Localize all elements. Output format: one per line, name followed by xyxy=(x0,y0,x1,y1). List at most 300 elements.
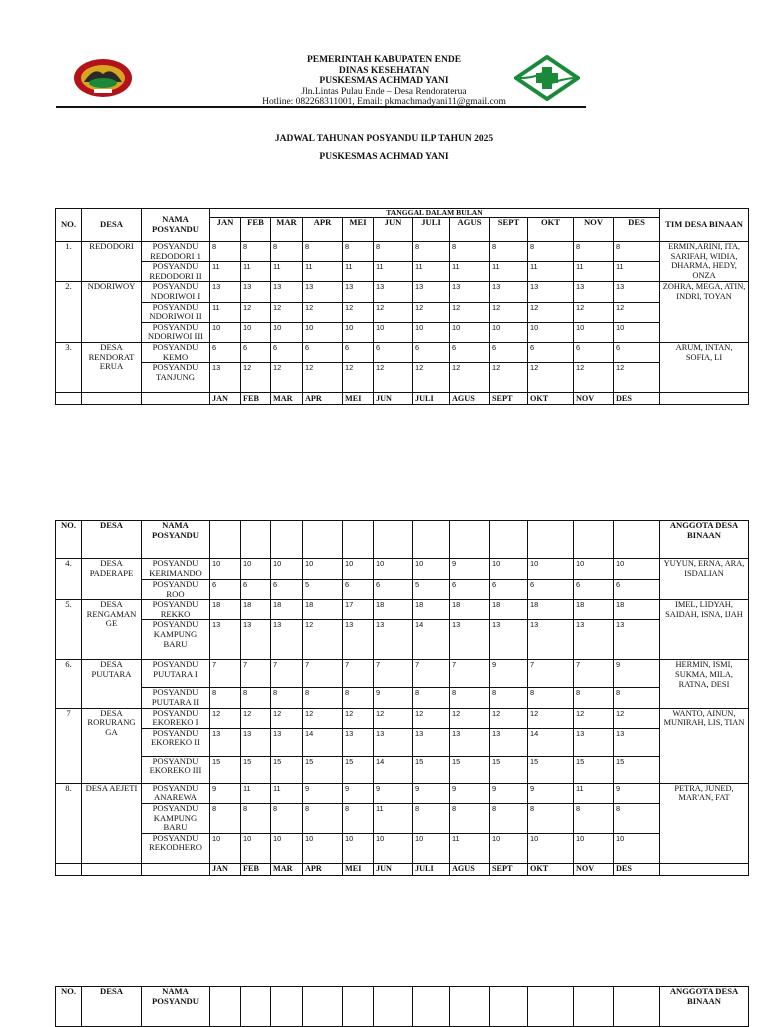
schedule-table-1 xyxy=(55,208,749,405)
row-number: 2. xyxy=(56,282,82,343)
schedule-date-cell: 13 xyxy=(210,620,241,660)
schedule-date-cell: 6 xyxy=(574,580,614,600)
schedule-date-cell: 11 xyxy=(614,262,660,282)
page-title: JADWAL TAHUNAN POSYANDU ILP TAHUN 2025 xyxy=(274,134,494,144)
schedule-date-cell: 6 xyxy=(490,580,528,600)
schedule-date-cell: 6 xyxy=(210,342,241,362)
schedule-date-cell: 12 xyxy=(413,708,450,728)
schedule-date-cell: 12 xyxy=(614,708,660,728)
clinic-line: PUSKESMAS ACHMAD YANI xyxy=(319,76,449,87)
schedule-date-cell: 15 xyxy=(271,756,303,783)
schedule-date-cell: 8 xyxy=(343,242,374,262)
schedule-table-2 xyxy=(55,520,749,876)
schedule-date-cell: 13 xyxy=(271,620,303,660)
schedule-date-cell: 13 xyxy=(271,728,303,756)
schedule-date-cell: 9 xyxy=(614,660,660,688)
posyandu-name: POSYANDU NDORIWOI II xyxy=(142,302,210,322)
schedule-date-cell: 8 xyxy=(528,688,574,708)
row-number: 4. xyxy=(56,559,82,600)
table-row xyxy=(56,783,749,803)
schedule-date-cell: 9 xyxy=(413,783,450,803)
table-row xyxy=(56,242,749,262)
schedule-date-cell: 12 xyxy=(528,708,574,728)
schedule-date-cell: 12 xyxy=(271,363,303,393)
schedule-date-cell: 18 xyxy=(210,600,241,620)
team-members: ZOHRA, MEGA, ATIN, INDRI, TOYAN xyxy=(660,282,749,343)
village-name: NDORIWOY xyxy=(82,282,142,343)
footer-month-label: MEI xyxy=(343,393,374,405)
schedule-date-cell: 11 xyxy=(374,262,413,282)
footer-month-label: JULI xyxy=(413,863,450,875)
schedule-date-cell: 7 xyxy=(303,660,343,688)
row-number: 7 xyxy=(56,708,82,783)
schedule-date-cell: 14 xyxy=(413,620,450,660)
village-name: DESA PADERAPE xyxy=(82,559,142,600)
posyandu-name: POSYANDU EKOREKO I xyxy=(142,708,210,728)
schedule-date-cell: 10 xyxy=(490,322,528,342)
schedule-date-cell: 11 xyxy=(303,262,343,282)
schedule-date-cell: 8 xyxy=(271,242,303,262)
month-header: MEI xyxy=(343,218,374,242)
schedule-date-cell: 12 xyxy=(271,302,303,322)
col-tim-desa-binaan: TIM DESA BINAAN xyxy=(660,209,749,242)
schedule-date-cell: 13 xyxy=(574,728,614,756)
schedule-date-cell: 11 xyxy=(574,783,614,803)
schedule-date-cell: 12 xyxy=(574,363,614,393)
schedule-date-cell: 18 xyxy=(450,600,490,620)
footer-month-label: OKT xyxy=(528,863,574,875)
posyandu-name: POSYANDU ROO xyxy=(142,580,210,600)
table-row xyxy=(56,559,749,580)
schedule-date-cell: 15 xyxy=(303,756,343,783)
schedule-date-cell: 10 xyxy=(528,559,574,580)
schedule-date-cell: 6 xyxy=(241,342,271,362)
schedule-date-cell: 13 xyxy=(271,282,303,302)
month-header: JAN xyxy=(210,218,241,242)
footer-month-label: MAR xyxy=(271,863,303,875)
schedule-date-cell: 8 xyxy=(343,688,374,708)
schedule-date-cell: 18 xyxy=(614,600,660,620)
team-members: PETRA, JUNED, MAR'AN, FAT xyxy=(660,783,749,863)
footer-month-label: AGUS xyxy=(450,393,490,405)
schedule-date-cell: 12 xyxy=(303,302,343,322)
month-header: FEB xyxy=(241,218,271,242)
schedule-date-cell: 13 xyxy=(210,282,241,302)
posyandu-name: POSYANDU EKOREKO III xyxy=(142,756,210,783)
row-number: 3. xyxy=(56,342,82,392)
footer-month-label: FEB xyxy=(241,863,271,875)
posyandu-name: POSYANDU REKKO xyxy=(142,600,210,620)
col-no: NO. xyxy=(56,521,82,559)
col-no: NO. xyxy=(56,987,82,1027)
schedule-date-cell: 13 xyxy=(450,728,490,756)
table-row xyxy=(56,708,749,728)
schedule-date-cell: 11 xyxy=(210,262,241,282)
village-name: DESA RORURANG GA xyxy=(82,708,142,783)
table-row xyxy=(56,803,749,833)
month-header: APR xyxy=(303,218,343,242)
schedule-date-cell: 12 xyxy=(490,708,528,728)
schedule-date-cell: 15 xyxy=(210,756,241,783)
schedule-date-cell: 12 xyxy=(343,363,374,393)
schedule-date-cell: 9 xyxy=(614,783,660,803)
col-anggota-desa-binaan: ANGGOTA DESA BINAAN xyxy=(660,521,749,559)
schedule-date-cell: 10 xyxy=(574,833,614,863)
village-name: REDODORI xyxy=(82,242,142,282)
schedule-date-cell: 12 xyxy=(490,302,528,322)
posyandu-name: POSYANDU REDODORI 1 xyxy=(142,242,210,262)
schedule-date-cell: 8 xyxy=(413,688,450,708)
schedule-date-cell: 10 xyxy=(303,833,343,863)
village-name: DESA RENDORAT ERUA xyxy=(82,342,142,392)
schedule-date-cell: 8 xyxy=(490,242,528,262)
schedule-date-cell: 10 xyxy=(241,833,271,863)
month-header: AGUS xyxy=(450,218,490,242)
schedule-date-cell: 8 xyxy=(614,803,660,833)
posyandu-name: POSYANDU PUUTARA II xyxy=(142,688,210,708)
schedule-date-cell: 10 xyxy=(614,833,660,863)
schedule-date-cell: 12 xyxy=(614,302,660,322)
schedule-date-cell: 10 xyxy=(343,322,374,342)
schedule-date-cell: 13 xyxy=(528,620,574,660)
schedule-date-cell: 10 xyxy=(210,559,241,580)
table-row xyxy=(56,833,749,863)
schedule-date-cell: 8 xyxy=(528,242,574,262)
schedule-date-cell: 11 xyxy=(413,262,450,282)
schedule-date-cell: 6 xyxy=(413,342,450,362)
table-row xyxy=(56,580,749,600)
schedule-date-cell: 15 xyxy=(241,756,271,783)
schedule-date-cell: 10 xyxy=(374,559,413,580)
footer-month-label: APR xyxy=(303,863,343,875)
footer-month-label: JUN xyxy=(374,393,413,405)
footer-month-label: JAN xyxy=(210,393,241,405)
schedule-date-cell: 13 xyxy=(614,282,660,302)
col-nama-posyandu: NAMA POSYANDU xyxy=(142,521,210,559)
schedule-date-cell: 9 xyxy=(343,783,374,803)
schedule-date-cell: 10 xyxy=(374,322,413,342)
schedule-date-cell: 8 xyxy=(614,242,660,262)
month-header: NOV xyxy=(574,218,614,242)
schedule-date-cell: 6 xyxy=(241,580,271,600)
posyandu-name: POSYANDU ANAREWA xyxy=(142,783,210,803)
table-row xyxy=(56,688,749,708)
schedule-date-cell: 12 xyxy=(374,363,413,393)
schedule-date-cell: 6 xyxy=(303,342,343,362)
schedule-date-cell: 10 xyxy=(271,833,303,863)
schedule-date-cell: 8 xyxy=(343,803,374,833)
schedule-date-cell: 13 xyxy=(614,728,660,756)
schedule-date-cell: 11 xyxy=(490,262,528,282)
schedule-date-cell: 8 xyxy=(413,803,450,833)
schedule-date-cell: 15 xyxy=(574,756,614,783)
schedule-date-cell: 8 xyxy=(450,688,490,708)
schedule-date-cell: 6 xyxy=(450,580,490,600)
schedule-date-cell: 7 xyxy=(574,660,614,688)
schedule-date-cell: 11 xyxy=(271,262,303,282)
schedule-date-cell: 12 xyxy=(413,302,450,322)
schedule-date-cell: 11 xyxy=(450,833,490,863)
schedule-date-cell: 7 xyxy=(450,660,490,688)
footer-month-label: APR xyxy=(303,393,343,405)
footer-month-label: DES xyxy=(614,393,660,405)
schedule-date-cell: 8 xyxy=(241,803,271,833)
schedule-date-cell: 8 xyxy=(574,803,614,833)
table-row xyxy=(56,322,749,342)
schedule-date-cell: 13 xyxy=(241,728,271,756)
footer-month-label: JAN xyxy=(210,863,241,875)
schedule-date-cell: 9 xyxy=(210,783,241,803)
schedule-date-cell: 8 xyxy=(271,803,303,833)
schedule-date-cell: 10 xyxy=(450,322,490,342)
schedule-date-cell: 11 xyxy=(241,783,271,803)
schedule-date-cell: 10 xyxy=(241,322,271,342)
schedule-date-cell: 13 xyxy=(574,620,614,660)
schedule-date-cell: 13 xyxy=(210,728,241,756)
posyandu-name: POSYANDU REKODHERO xyxy=(142,833,210,863)
schedule-date-cell: 13 xyxy=(374,282,413,302)
schedule-date-cell: 12 xyxy=(343,708,374,728)
footer-month-label: DES xyxy=(614,863,660,875)
schedule-date-cell: 15 xyxy=(450,756,490,783)
schedule-date-cell: 17 xyxy=(343,600,374,620)
schedule-date-cell: 12 xyxy=(450,708,490,728)
schedule-date-cell: 13 xyxy=(614,620,660,660)
schedule-date-cell: 12 xyxy=(450,302,490,322)
schedule-date-cell: 9 xyxy=(450,559,490,580)
footer-month-label: MAR xyxy=(271,393,303,405)
ende-regency-logo xyxy=(72,56,134,100)
table-row xyxy=(56,363,749,393)
schedule-date-cell: 8 xyxy=(490,803,528,833)
schedule-date-cell: 12 xyxy=(574,708,614,728)
col-nama-posyandu: NAMA POSYANDU xyxy=(142,209,210,242)
schedule-date-cell: 11 xyxy=(271,783,303,803)
row-number: 8. xyxy=(56,783,82,863)
schedule-date-cell: 11 xyxy=(210,302,241,322)
schedule-date-cell: 6 xyxy=(271,580,303,600)
schedule-date-cell: 12 xyxy=(528,363,574,393)
schedule-date-cell: 8 xyxy=(450,803,490,833)
schedule-date-cell: 12 xyxy=(210,708,241,728)
schedule-date-cell: 13 xyxy=(450,282,490,302)
col-desa: DESA xyxy=(82,209,142,242)
schedule-date-cell: 7 xyxy=(374,660,413,688)
table-row xyxy=(56,262,749,282)
footer-month-label: AGUS xyxy=(450,863,490,875)
schedule-date-cell: 10 xyxy=(574,322,614,342)
footer-month-label: FEB xyxy=(241,393,271,405)
row-number: 1. xyxy=(56,242,82,282)
table-row xyxy=(56,342,749,362)
schedule-date-cell: 11 xyxy=(528,262,574,282)
schedule-date-cell: 13 xyxy=(450,620,490,660)
schedule-date-cell: 10 xyxy=(303,559,343,580)
month-header: JULI xyxy=(413,218,450,242)
team-members: ERMIN,ARINI, ITA, SARIFAH, WIDIA, DHARMA, HEDY, ONZA xyxy=(660,242,749,282)
schedule-date-cell: 10 xyxy=(210,833,241,863)
schedule-date-cell: 8 xyxy=(413,242,450,262)
schedule-date-cell: 12 xyxy=(574,302,614,322)
col-desa: DESA xyxy=(82,987,142,1027)
month-header: JUN xyxy=(374,218,413,242)
col-anggota-desa-binaan: ANGGOTA DESA BINAAN xyxy=(660,987,749,1027)
schedule-date-cell: 13 xyxy=(490,620,528,660)
schedule-date-cell: 13 xyxy=(303,282,343,302)
schedule-date-cell: 13 xyxy=(374,620,413,660)
row-number: 6. xyxy=(56,660,82,708)
schedule-date-cell: 10 xyxy=(528,833,574,863)
schedule-date-cell: 5 xyxy=(413,580,450,600)
col-desa: DESA xyxy=(82,521,142,559)
schedule-date-cell: 10 xyxy=(303,322,343,342)
dept-line: DINAS KESEHATAN xyxy=(338,65,430,76)
schedule-date-cell: 9 xyxy=(374,688,413,708)
schedule-date-cell: 15 xyxy=(343,756,374,783)
schedule-date-cell: 6 xyxy=(528,342,574,362)
schedule-date-cell: 12 xyxy=(450,363,490,393)
footer-month-label: OKT xyxy=(528,393,574,405)
schedule-date-cell: 13 xyxy=(413,728,450,756)
village-name: DESA PUUTARA xyxy=(82,660,142,708)
schedule-date-cell: 10 xyxy=(343,559,374,580)
schedule-date-cell: 10 xyxy=(271,559,303,580)
schedule-date-cell: 10 xyxy=(614,322,660,342)
schedule-date-cell: 7 xyxy=(343,660,374,688)
schedule-date-cell: 9 xyxy=(528,783,574,803)
schedule-date-cell: 6 xyxy=(343,342,374,362)
schedule-date-cell: 8 xyxy=(574,688,614,708)
schedule-date-cell: 9 xyxy=(374,783,413,803)
schedule-date-cell: 6 xyxy=(271,342,303,362)
schedule-date-cell: 13 xyxy=(413,282,450,302)
schedule-date-cell: 15 xyxy=(490,756,528,783)
schedule-date-cell: 7 xyxy=(210,660,241,688)
schedule-date-cell: 12 xyxy=(374,302,413,322)
schedule-date-cell: 18 xyxy=(574,600,614,620)
team-members: WANTO, AINUN, MUNIRAH, LIS, TIAN xyxy=(660,708,749,783)
posyandu-name: POSYANDU KEMO xyxy=(142,342,210,362)
gov-line: PEMERINTAH KABUPATEN ENDE xyxy=(306,55,462,65)
month-header: SEPT xyxy=(490,218,528,242)
schedule-date-cell: 11 xyxy=(450,262,490,282)
schedule-date-cell: 10 xyxy=(574,559,614,580)
schedule-date-cell: 8 xyxy=(241,242,271,262)
schedule-date-cell: 11 xyxy=(574,262,614,282)
col-nama-posyandu: NAMA POSYANDU xyxy=(142,987,210,1027)
team-members: ARUM, INTAN, SOFIA, LI xyxy=(660,342,749,392)
schedule-date-cell: 8 xyxy=(303,242,343,262)
schedule-date-cell: 13 xyxy=(343,620,374,660)
schedule-date-cell: 13 xyxy=(343,728,374,756)
schedule-date-cell: 6 xyxy=(528,580,574,600)
schedule-date-cell: 10 xyxy=(374,833,413,863)
schedule-date-cell: 18 xyxy=(303,600,343,620)
posyandu-name: POSYANDU NDORIWOI I xyxy=(142,282,210,302)
schedule-date-cell: 6 xyxy=(374,342,413,362)
schedule-date-cell: 8 xyxy=(210,242,241,262)
posyandu-name: POSYANDU TANJUNG xyxy=(142,363,210,393)
schedule-date-cell: 11 xyxy=(343,262,374,282)
table-row xyxy=(56,660,749,688)
table-row xyxy=(56,620,749,660)
schedule-date-cell: 13 xyxy=(490,728,528,756)
footer-month-label: NOV xyxy=(574,863,614,875)
schedule-date-cell: 10 xyxy=(413,322,450,342)
schedule-date-cell: 12 xyxy=(241,363,271,393)
posyandu-name: POSYANDU PUUTARA I xyxy=(142,660,210,688)
schedule-date-cell: 18 xyxy=(490,600,528,620)
schedule-date-cell: 11 xyxy=(374,803,413,833)
schedule-date-cell: 9 xyxy=(490,660,528,688)
schedule-date-cell: 13 xyxy=(574,282,614,302)
schedule-date-cell: 8 xyxy=(303,688,343,708)
schedule-date-cell: 12 xyxy=(490,363,528,393)
schedule-date-cell: 18 xyxy=(413,600,450,620)
schedule-date-cell: 10 xyxy=(490,833,528,863)
schedule-date-cell: 8 xyxy=(574,242,614,262)
table-row xyxy=(56,302,749,322)
schedule-date-cell: 8 xyxy=(450,242,490,262)
team-members: YUYUN, ERNA, ARA, ISDALIAN xyxy=(660,559,749,600)
schedule-date-cell: 10 xyxy=(528,322,574,342)
schedule-date-cell: 11 xyxy=(241,262,271,282)
village-name: DESA AEJETI xyxy=(82,783,142,863)
schedule-table-3 xyxy=(55,986,749,1027)
schedule-date-cell: 12 xyxy=(303,708,343,728)
schedule-date-cell: 8 xyxy=(210,803,241,833)
address-line: Jln.Lintas Pulau Ende – Desa Rendoraterua xyxy=(301,86,467,97)
schedule-date-cell: 12 xyxy=(413,363,450,393)
footer-month-label: SEPT xyxy=(490,393,528,405)
month-header: OKT xyxy=(528,218,574,242)
posyandu-name: POSYANDU KAMPUNG BARU xyxy=(142,620,210,660)
schedule-date-cell: 12 xyxy=(343,302,374,322)
schedule-date-cell: 10 xyxy=(614,559,660,580)
schedule-date-cell: 6 xyxy=(490,342,528,362)
schedule-date-cell: 15 xyxy=(528,756,574,783)
letterhead xyxy=(150,55,618,108)
schedule-date-cell: 6 xyxy=(374,580,413,600)
page-subtitle: PUSKESMAS ACHMAD YANI xyxy=(319,152,449,162)
schedule-date-cell: 8 xyxy=(303,803,343,833)
schedule-date-cell: 10 xyxy=(343,833,374,863)
schedule-date-cell: 13 xyxy=(528,282,574,302)
schedule-date-cell: 13 xyxy=(343,282,374,302)
schedule-date-cell: 8 xyxy=(210,688,241,708)
schedule-date-cell: 12 xyxy=(374,708,413,728)
schedule-date-cell: 10 xyxy=(413,559,450,580)
schedule-date-cell: 6 xyxy=(574,342,614,362)
schedule-date-cell: 15 xyxy=(614,756,660,783)
tanggal-group-header: TANGGAL DALAM BULAN xyxy=(210,209,660,218)
footer-month-label: MEI xyxy=(343,863,374,875)
schedule-date-cell: 12 xyxy=(241,302,271,322)
schedule-date-cell: 8 xyxy=(614,688,660,708)
schedule-date-cell: 6 xyxy=(614,342,660,362)
schedule-date-cell: 8 xyxy=(490,688,528,708)
footer-month-label: JULI xyxy=(413,393,450,405)
posyandu-name: POSYANDU KAMPUNG BARU xyxy=(142,803,210,833)
table-row xyxy=(56,282,749,302)
hotline-line: Hotline: 082268311001, Email: pkmachmadyani11@gmail.com xyxy=(262,97,506,108)
month-header: MAR xyxy=(271,218,303,242)
letterhead-divider xyxy=(56,106,586,108)
schedule-date-cell: 8 xyxy=(374,242,413,262)
footer-month-label: NOV xyxy=(574,393,614,405)
month-header: DES xyxy=(614,218,660,242)
schedule-date-cell: 12 xyxy=(303,363,343,393)
